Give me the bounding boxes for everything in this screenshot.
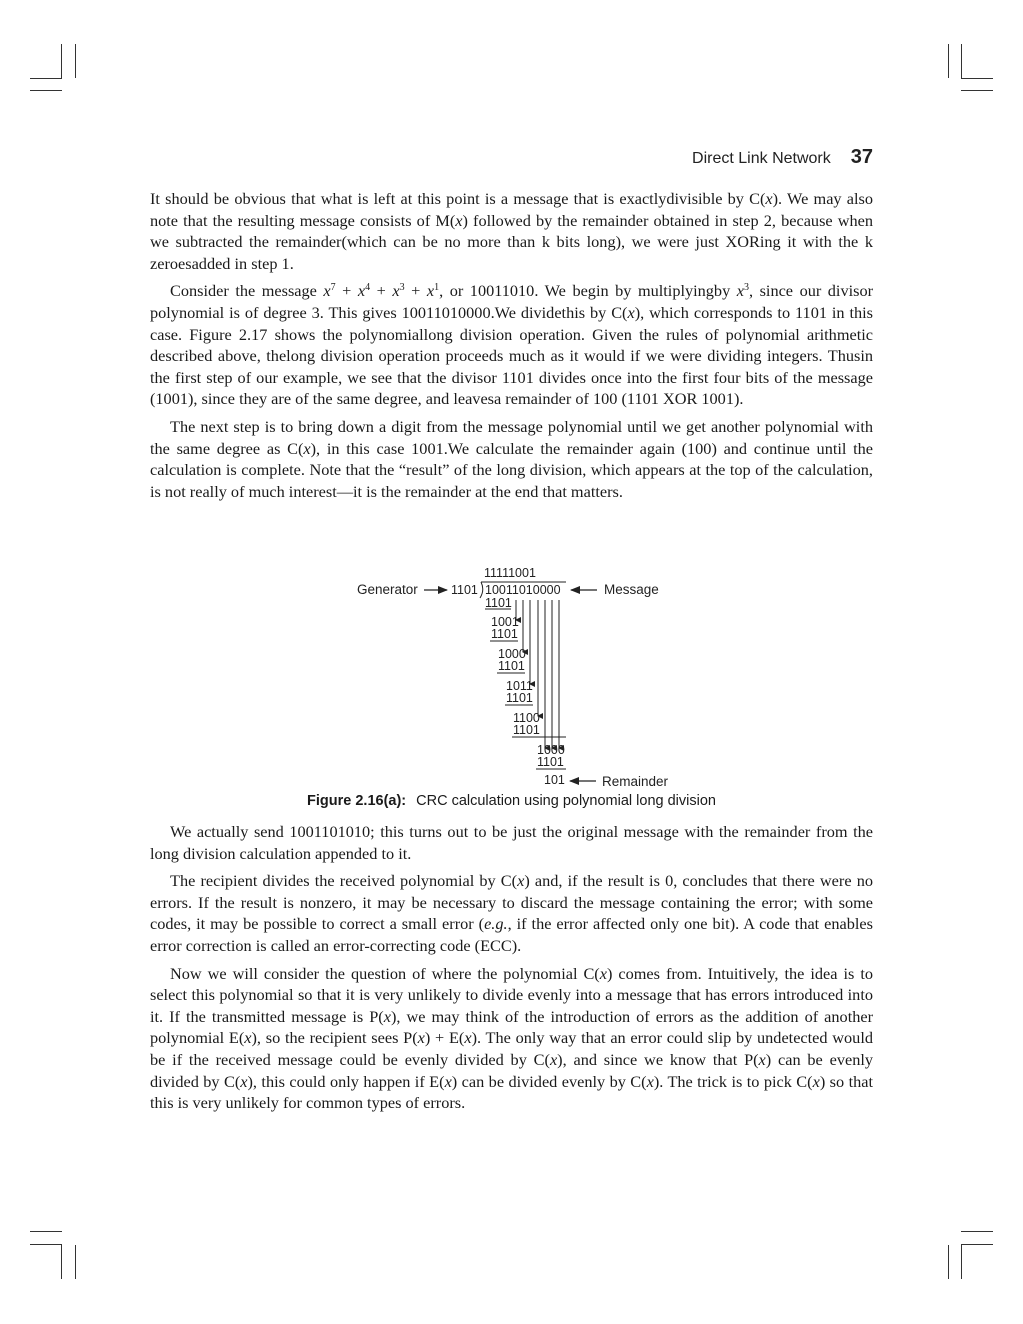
divisor: 1101 [451, 583, 478, 597]
message-bits: 10011010000 [485, 583, 561, 597]
remainder-bits: 101 [544, 773, 565, 787]
division-step: 1100 [513, 711, 540, 725]
division-step: 1101 [513, 723, 540, 737]
page-header [692, 146, 873, 169]
division-step: 1000 [537, 743, 565, 757]
division-step: 1101 [506, 691, 533, 705]
message-label: Message [604, 582, 659, 597]
paragraph-1: It should be obvious that what is left at this point is a message that is exactlydivisible by C(x). We may also note that the resulting message consists of M(x) followed by the remainder obtained in step 2, because when we subtracted the remainder(which can be no more than k bits long), we were just XORing it with the k zeroesadded in step 1. [150, 189, 874, 273]
division-step: 1011 [506, 679, 533, 693]
division-step: 1101 [485, 596, 512, 610]
running-title: Direct Link Network [692, 150, 831, 167]
division-step: 1101 [537, 755, 564, 769]
crc-long-division-figure [0, 560, 1023, 815]
paragraph-5: The recipient divides the received polynomial by C(x) and, if the result is 0, concludes that there were no errors. If the result is nonzero, it may be necessary to discard the message containing the error; with some codes, it may be possible to correct a small error (e.g., if the error affected only one bit). A code that enables error correction is called an error-correcting code (ECC). [150, 871, 873, 955]
division-step: 1000 [498, 647, 526, 661]
division-step: 1001 [491, 615, 519, 629]
body-text-bottom [150, 821, 873, 1120]
caption-label: Figure 2.16(a): [307, 793, 407, 809]
paragraph-2: Consider the message $x^7 + x^4 + x^3 + x^1$, or 10011010. We begin by multiplyingby $x^3$, since our divisor polynomial is of degree 3. This gives 10011010000.We dividethis by C(x), which corresponds to 1101 in this case. Figure 2.17 shows the polynomiallong division operation. Given the rules of polynomial arithmetic described above, thelong division operation proceeds much as it would if we were dividing integers. Thusin the first step of our example, we see that the divisor 1101 divides once into the first four bits of the message (1001), since they are of the same degree, and leavesa remainder of 100 (1101 XOR 1001). [150, 281, 874, 409]
paragraph-6: Now we will consider the question of where the polynomial C(x) comes from. Intuitively, the idea is to select this polynomial so that it is very unlikely to divide evenly into a message that has errors introduced into it. If the transmitted message is P(x), we may think of the introduction of errors as the addition of another polynomial E(x), so the recipient sees P(x) + E(x). The only way that an error could slip by undetected would be if the received message could be evenly divided by C(x), and since we know that P(x) can be evenly divided by C(x), this could only happen if E(x) can be divided evenly by C(x). The trick is to pick C(x) so that this is very unlikely for common types of errors. [150, 963, 874, 1113]
page-number: 37 [850, 146, 873, 168]
division-step: 1101 [498, 659, 525, 673]
remainder-label: Remainder [602, 774, 669, 789]
division-step: 1101 [491, 627, 518, 641]
quotient: 11111001 [484, 566, 536, 580]
body-text-top [150, 188, 873, 508]
generator-label: Generator [357, 582, 418, 597]
paragraph-4: We actually send 1001101010; this turns out to be just the original message with the remainder from the long division calculation appended to it. [150, 822, 873, 863]
caption-text: CRC calculation using polynomial long division [416, 793, 716, 809]
paragraph-3: The next step is to bring down a digit from the message polynomial until we get another polynomial with the same degree as C(x), in this case 1001.We calculate the remainder again (100) and continue until the calculation is complete. Note that the “result” of the long division, which appears at the top of the calculation, is not really of much interest—it is the remainder at the end that matters. [150, 416, 873, 501]
figure-caption [0, 793, 1023, 809]
